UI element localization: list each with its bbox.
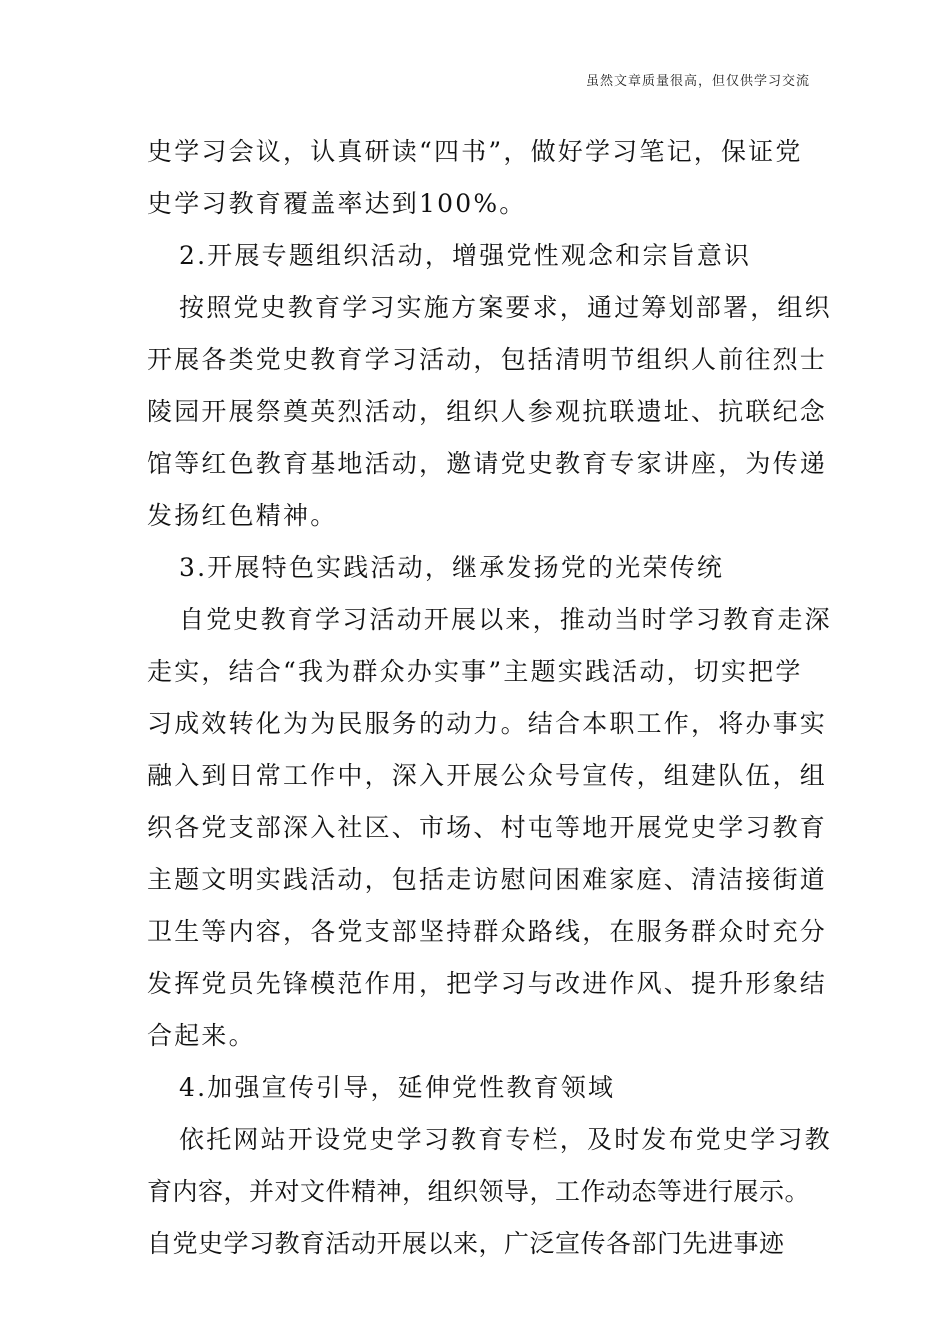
section-heading: 4.加强宣传引导，延伸党性教育领域 (179, 1073, 616, 1102)
body-line: 陵园开展祭奠英烈活动，组织人参观抗联遗址、抗联纪念 (147, 397, 828, 426)
body-line: 习成效转化为为民服务的动力。结合本职工作，将办事实 (147, 709, 828, 738)
body-line: 按照党史教育学习实施方案要求，通过筹划部署，组织 (179, 293, 832, 322)
body-line: 史学习会议，认真研读“四书”，做好学习笔记，保证党 (147, 137, 803, 166)
body-line: 融入到日常工作中，深入开展公众号宣传，组建队伍，组 (147, 761, 828, 790)
body-line: 发扬红色精神。 (147, 501, 338, 530)
document-body (147, 126, 832, 1270)
header-note: 虽然文章质量很高，但仅供学习交流 (585, 74, 810, 89)
body-line: 自党史教育学习活动开展以来，推动当时学习教育走深 (179, 605, 832, 634)
body-line: 馆等红色教育基地活动，邀请党史教育专家讲座，为传递 (147, 449, 828, 478)
body-line: 开展各类党史教育学习活动，包括清明节组织人前往烈士 (147, 345, 828, 374)
body-line: 育内容，并对文件精神，组织领导，工作动态等进行展示。 (147, 1177, 811, 1206)
body-line: 依托网站开设党史学习教育专栏，及时发布党史学习教 (179, 1125, 832, 1154)
body-line: 织各党支部深入社区、市场、村屯等地开展党史学习教育 (147, 813, 828, 842)
body-line: 自党史学习教育活动开展以来，广泛宣传各部门先进事迹 (147, 1229, 785, 1258)
body-line: 卫生等内容，各党支部坚持群众路线，在服务群众时充分 (147, 917, 828, 946)
body-line: 合起来。 (147, 1021, 256, 1050)
section-heading: 2.开展专题组织活动，增强党性观念和宗旨意识 (179, 241, 752, 270)
section-heading: 3.开展特色实践活动，继承发扬党的光荣传统 (179, 553, 725, 582)
body-line: 走实，结合“我为群众办实事”主题实践活动，切实把学 (147, 657, 803, 686)
body-line: 发挥党员先锋模范作用，把学习与改进作风、提升形象结 (147, 969, 828, 998)
body-line: 主题文明实践活动，包括走访慰问困难家庭、清洁接街道 (147, 865, 828, 894)
body-line: 史学习教育覆盖率达到100%。 (147, 189, 527, 218)
